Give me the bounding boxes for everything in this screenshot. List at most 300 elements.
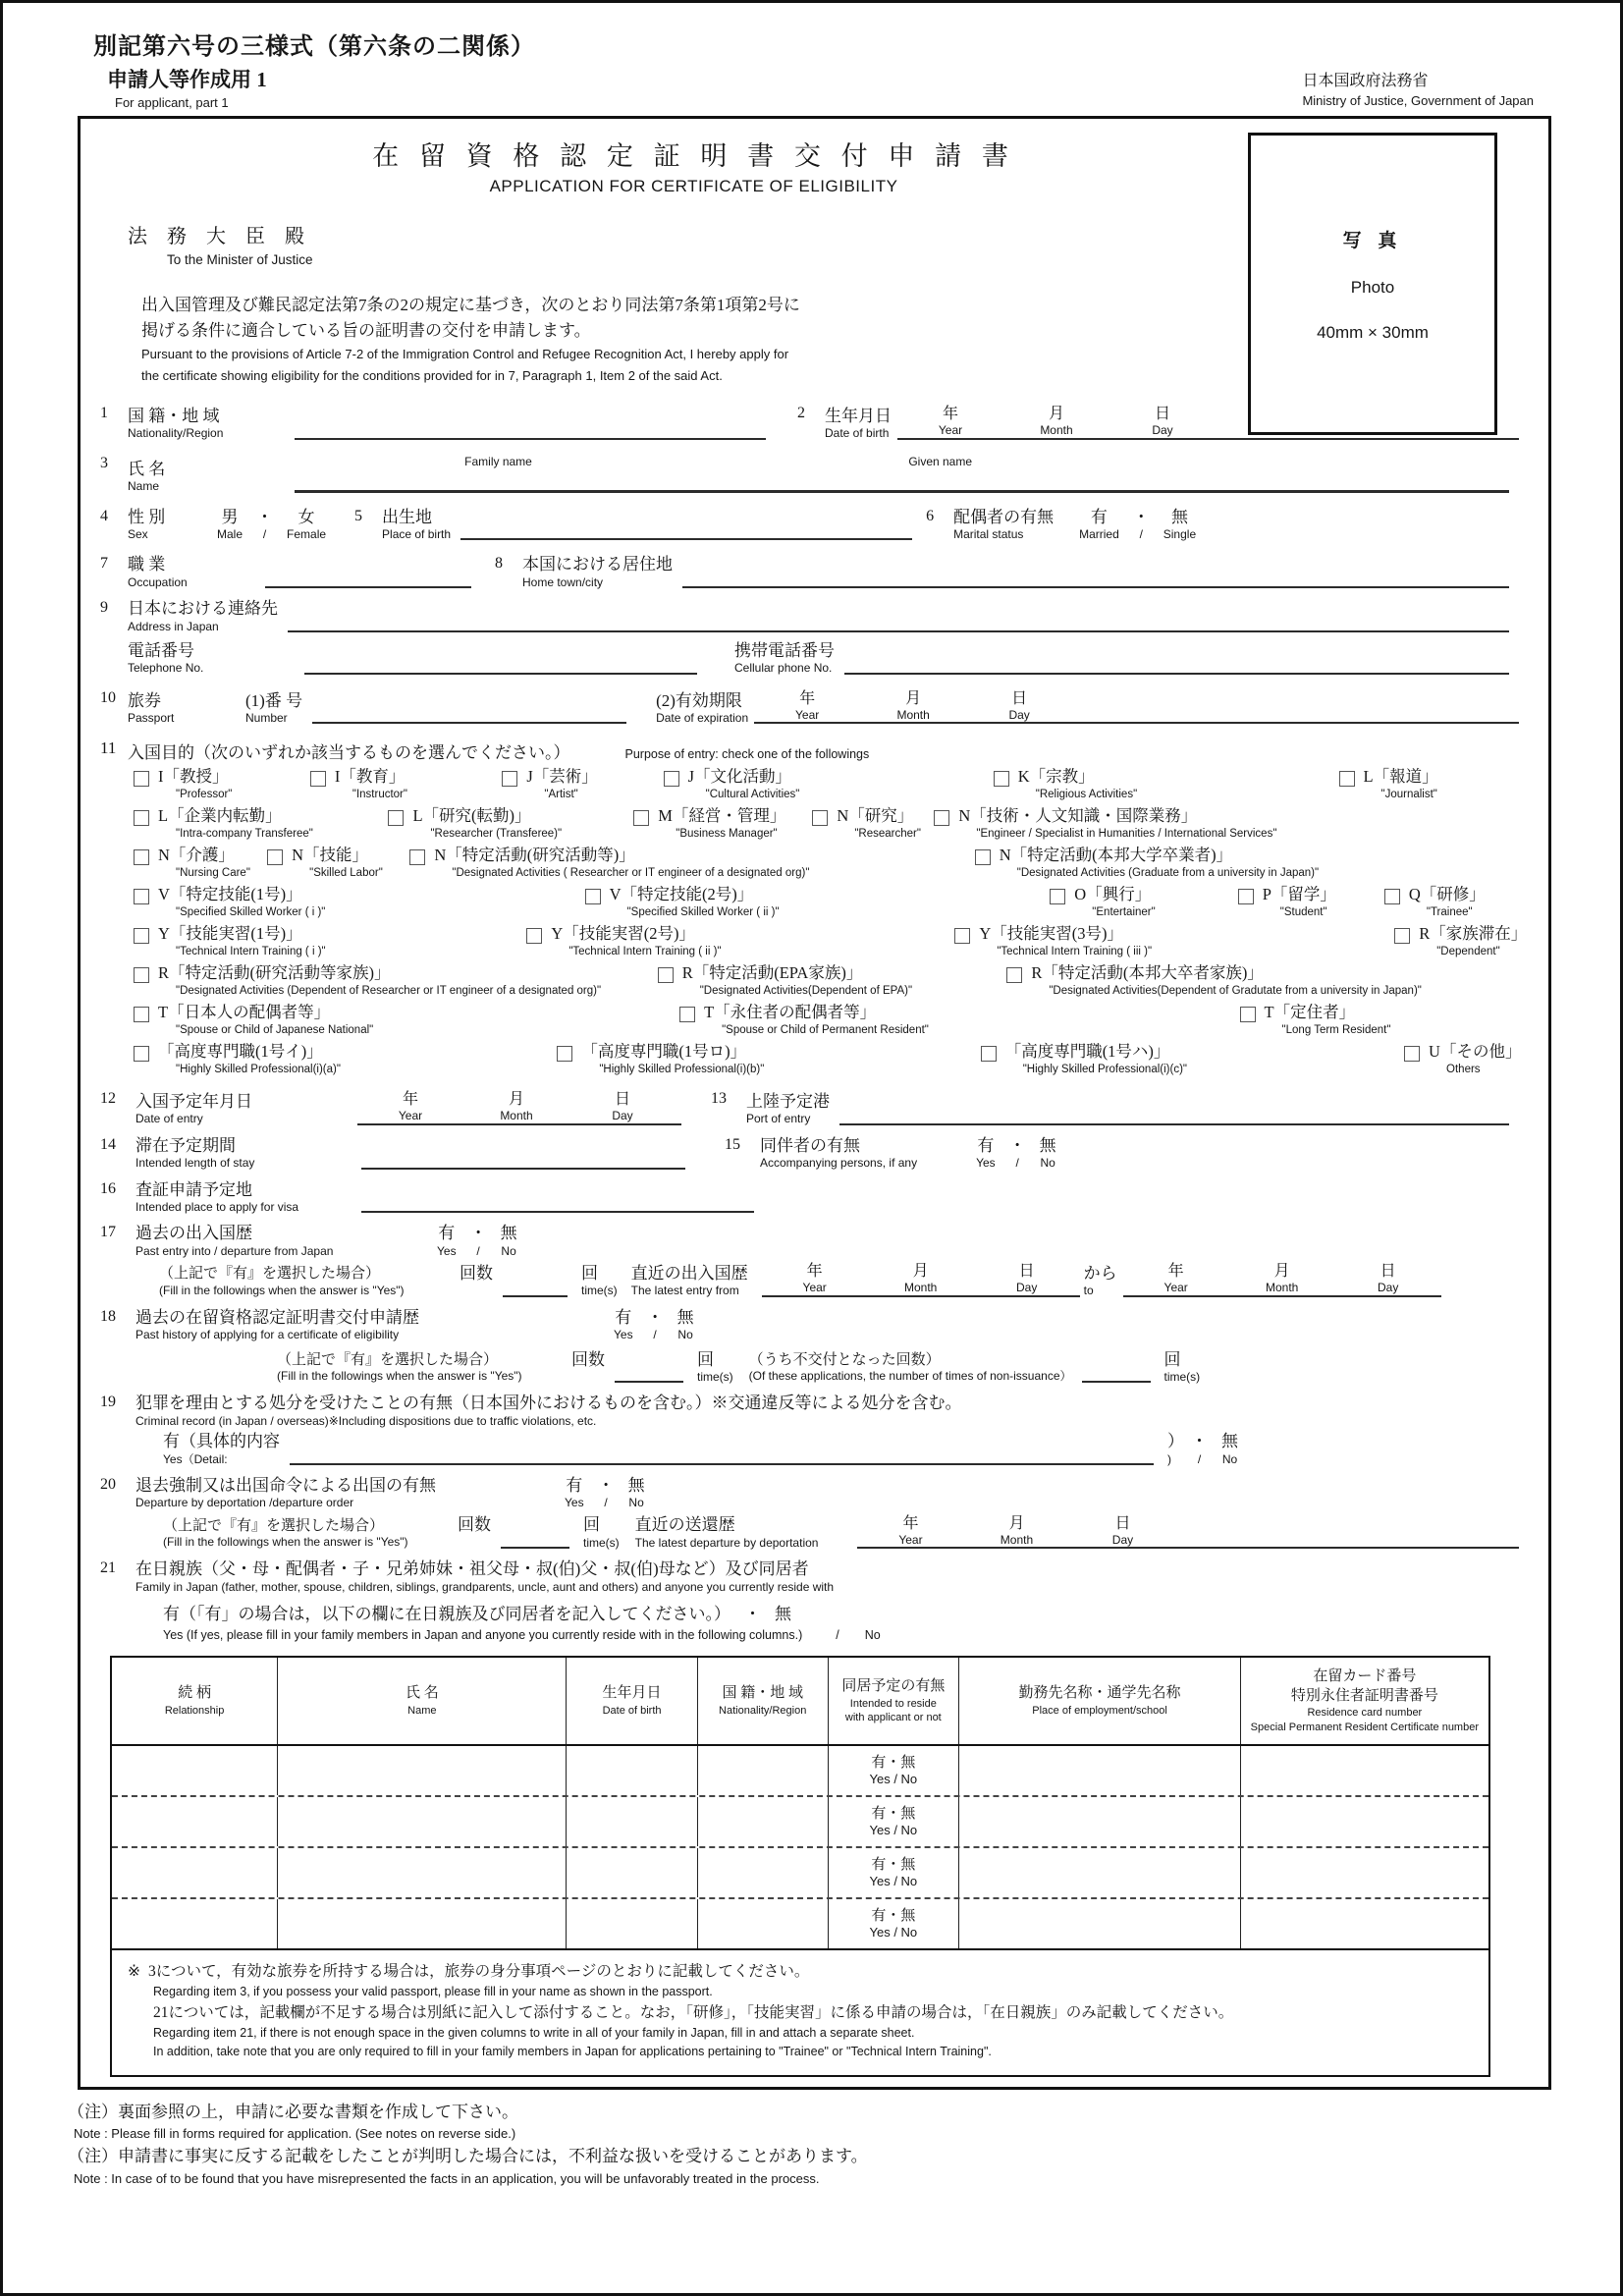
purpose-option[interactable]: [134, 767, 302, 801]
purpose-option-en: "Designated Activities (Dependent of Researcher or IT engineer of a designated org)": [176, 984, 602, 997]
latest-entry-label: 直近の出入国歴 The latest entry from: [630, 1264, 748, 1298]
date-month-label: 月 Month: [1040, 406, 1073, 438]
field-row-9: [100, 599, 1523, 633]
checkbox-icon[interactable]: [934, 810, 949, 826]
length-stay-label: 滞在予定期間 Intended length of stay: [135, 1135, 255, 1171]
field-number: 13: [711, 1090, 727, 1108]
ministry-jp: 日本国政府法務省: [1302, 73, 1429, 89]
field-row-20: [100, 1476, 1523, 1510]
purpose-option-en: "Designated Activities(Dependent of EPA)": [699, 984, 913, 997]
purpose-option[interactable]: [975, 846, 1523, 880]
purpose-option[interactable]: [134, 963, 650, 998]
family-yes-jp[interactable]: 有（「有」の場合は，以下の欄に在日親族及び同居者を記入してください。）: [163, 1605, 730, 1624]
family-cell[interactable]: [697, 1746, 828, 1795]
field-row-18: [100, 1308, 1523, 1342]
purpose-option-en: "Highly Skilled Professional(i)(a)": [176, 1063, 341, 1075]
choice-deport-no[interactable]: 無 No: [627, 1475, 645, 1510]
checkbox-icon[interactable]: [954, 928, 970, 944]
family-table: [110, 1656, 1490, 1950]
checkbox-icon[interactable]: [975, 849, 991, 865]
purpose-option-en: "Business Manager": [676, 827, 778, 840]
footer-note-line: （注）裏面参照の上，申請に必要な書類を作成して下さい。: [68, 2102, 518, 2121]
criminal-detail-input-line[interactable]: [290, 1459, 1154, 1465]
purpose-option[interactable]: [134, 885, 577, 919]
footer-notes: [68, 2100, 1620, 2189]
purpose-option-en: "Designated Activities ( Researcher or IT engineer of a designated org)": [452, 866, 810, 879]
criminal-yes-detail-label[interactable]: 有（具体的内容 Yes（Detail:: [163, 1432, 280, 1466]
form-title-jp: 在 留 資 格 認 定 証 明 書 交 付 申 請 書: [372, 141, 1015, 171]
purpose-option[interactable]: [679, 1003, 1231, 1037]
checkbox-icon[interactable]: [812, 810, 828, 826]
date-day-label: 日 Day: [612, 1091, 633, 1123]
family-name-label: Family name: [464, 454, 532, 468]
passport-expiry-label: (2)有効期限 Date of expiration: [656, 690, 749, 725]
port-input-line[interactable]: [839, 1120, 1509, 1125]
choice-past-coe-yes[interactable]: 有 Yes: [614, 1307, 633, 1342]
field-number: 15: [725, 1135, 740, 1153]
purpose-option-jp: N「技術・人文知識・国際業務」: [958, 806, 1198, 826]
checkbox-icon[interactable]: [658, 967, 674, 983]
date-month-label: 月 Month: [1000, 1514, 1034, 1547]
date-year-label: 年 Year: [938, 406, 963, 438]
field-number: 1: [100, 405, 108, 421]
count-input-line[interactable]: [501, 1543, 569, 1549]
past-coe-label: 過去の在留資格認定証明書交付申請歴 Past history of applying for a certificate of eligibility: [135, 1307, 419, 1342]
checkbox-icon[interactable]: [585, 889, 601, 904]
form-body: [78, 116, 1551, 2090]
nationality-input-line[interactable]: [295, 434, 766, 440]
purpose-option-jp: L「企業内転勤」: [158, 806, 282, 826]
purpose-option-en: "Researcher (Transferee)": [430, 827, 563, 840]
purpose-option[interactable]: [134, 806, 380, 841]
purpose-option[interactable]: [388, 806, 625, 841]
choice-male[interactable]: 男 Male: [217, 507, 243, 541]
choice-female[interactable]: 女 Female: [287, 507, 327, 541]
footer-note-line: Note : Please fill in forms required for application. (See notes on reverse side.): [74, 2126, 516, 2142]
count-input-line[interactable]: [615, 1377, 683, 1383]
form-code-block: [93, 27, 535, 110]
purpose-option-jp: Q「研修」: [1408, 885, 1486, 904]
purpose-option[interactable]: [134, 1003, 672, 1037]
field-number: 4: [100, 507, 108, 524]
checkbox-icon[interactable]: [1050, 889, 1065, 904]
form-code: 別記第六号の三様式（第六条の二関係）: [93, 34, 535, 60]
purpose-option[interactable]: [1339, 767, 1524, 801]
field-row-18-detail: [100, 1350, 1523, 1385]
purpose-option-en: "Nursing Care": [176, 866, 250, 879]
date-month-label: 月 Month: [896, 689, 930, 722]
purpose-option[interactable]: [1006, 963, 1523, 998]
family-cell[interactable]: [566, 1848, 696, 1897]
telephone-label: 電話番号 Telephone No.: [128, 640, 204, 676]
purpose-option-jp: N「研究」: [837, 806, 914, 826]
purpose-option[interactable]: [526, 924, 947, 958]
family-yes-en: Yes (If yes, please fill in your family members in Japan and anyone you currently reside with in the following columns.): [163, 1628, 803, 1643]
photo-box: [1248, 133, 1497, 435]
hometown-input-line[interactable]: [682, 582, 1509, 588]
purpose-option-en: "Dependent": [1436, 945, 1500, 957]
purpose-option[interactable]: [134, 924, 518, 958]
birthplace-label: 出生地 Place of birth: [382, 507, 452, 541]
checkbox-icon[interactable]: [388, 810, 404, 826]
purpose-options-grid: [134, 767, 1528, 1076]
purpose-option[interactable]: [1050, 885, 1229, 919]
field-number: 14: [100, 1135, 116, 1153]
field-number: 7: [100, 555, 108, 573]
passport-expiry-input-line[interactable]: [754, 689, 1519, 725]
checkbox-icon[interactable]: [526, 928, 542, 944]
family-column-header: 同居予定の有無 Intended to reside with applicant or not: [828, 1658, 958, 1744]
photo-label-en: Photo: [1350, 277, 1395, 297]
purpose-option[interactable]: [1238, 885, 1377, 919]
family-cell[interactable]: [566, 1797, 696, 1846]
checkbox-icon[interactable]: [409, 849, 425, 865]
passport-label: 旅券 Passport: [128, 690, 175, 725]
purpose-row: [134, 885, 1523, 919]
purpose-option-en: "Long Term Resident": [1281, 1023, 1391, 1036]
purpose-option[interactable]: [954, 924, 1386, 958]
count-label: 回数: [458, 1515, 491, 1535]
ministry-en: Ministry of Justice, Government of Japan: [1302, 93, 1534, 108]
family-column-header: 在留カード番号 特別永住者証明書番号 Residence card number Special Permanent Resident Certificate number: [1240, 1658, 1488, 1744]
date-day-label: 日 Day: [1008, 689, 1030, 722]
date-year-label: 年 Year: [795, 689, 820, 722]
purpose-option[interactable]: [409, 846, 966, 880]
occupation-input-line[interactable]: [265, 582, 471, 588]
purpose-option[interactable]: [812, 806, 926, 841]
criminal-record-label: 犯罪を理由とする処分を受けたことの有無（日本国外におけるものを含む。）※交通違反等による処分を含む。 Criminal record (in Japan / overseas)※Including dispositions due to traffic violations, etc.: [135, 1394, 962, 1428]
purpose-option-en: "Spouse or Child of Japanese National": [176, 1023, 374, 1036]
purpose-option-en: "Technical Intern Training ( iii )": [997, 945, 1153, 957]
non-issuance-label: （うち不交付となった回数） (Of these applications, the number of times of non-issuance）: [748, 1351, 1072, 1384]
purpose-option-jp: R「特定活動(EPA家族)」: [681, 963, 863, 983]
length-stay-input-line[interactable]: [361, 1164, 685, 1170]
choice-accompany-yes[interactable]: 有 Yes: [976, 1135, 996, 1171]
choice-accompany-no[interactable]: 無 No: [1039, 1135, 1056, 1171]
checkbox-icon[interactable]: [1384, 889, 1400, 904]
purpose-option-jp: U「その他」: [1429, 1042, 1522, 1062]
purpose-option-jp: Y「技能実習(1号)」: [158, 924, 302, 944]
purpose-option-jp: O「興行」: [1074, 885, 1152, 904]
purpose-option[interactable]: [134, 1042, 549, 1076]
name-label: 氏 名 Name: [128, 459, 166, 494]
cellphone-input-line[interactable]: [844, 669, 1509, 675]
latest-entry-to-input-line[interactable]: [1123, 1262, 1441, 1297]
sex-label: 性 別 Sex: [128, 507, 166, 541]
form-notes-box: [110, 1950, 1490, 2077]
telephone-input-line[interactable]: [304, 669, 697, 675]
count-input-line[interactable]: [503, 1291, 568, 1297]
purpose-option[interactable]: [502, 767, 655, 801]
purpose-option-en: "Intra-company Transferee": [176, 827, 313, 840]
family-cell[interactable]: [566, 1899, 696, 1948]
purpose-option-en: "Designated Activities(Dependent of Gradutate from a university in Japan)": [1049, 984, 1422, 997]
name-input-area[interactable]: [295, 455, 1509, 493]
purpose-option[interactable]: [310, 767, 495, 801]
latest-deport-input-line[interactable]: [857, 1514, 1519, 1550]
field-row-16: [100, 1180, 1523, 1215]
purpose-option[interactable]: [981, 1042, 1396, 1076]
purpose-option-jp: N「介護」: [158, 846, 235, 865]
times-label: 回 time(s): [583, 1515, 620, 1550]
close-paren: ） ): [1167, 1432, 1184, 1466]
preamble: [141, 293, 1228, 385]
addressee-en: To the Minister of Justice: [167, 252, 313, 267]
family-cell[interactable]: [697, 1899, 828, 1948]
purpose-option[interactable]: [267, 846, 402, 880]
field-number: 12: [100, 1090, 116, 1108]
family-reside-choice[interactable]: 有・無 Yes / No: [828, 1746, 958, 1795]
checkbox-icon[interactable]: [1006, 967, 1022, 983]
family-column-header: 続 柄 Relationship: [164, 1685, 225, 1717]
family-reside-choice[interactable]: 有・無 Yes / No: [828, 1797, 958, 1846]
family-cell[interactable]: [277, 1797, 566, 1846]
accompany-label: 同伴者の有無 Accompanying persons, if any: [760, 1135, 918, 1171]
photo-label-jp: 写 真: [1342, 230, 1403, 251]
checkbox-icon[interactable]: [134, 928, 149, 944]
field-row-12-13: [100, 1090, 1523, 1126]
purpose-option-jp: 「高度専門職(1号ロ)」: [581, 1042, 747, 1062]
checkbox-icon[interactable]: [557, 1046, 572, 1062]
checkbox-icon[interactable]: [1394, 928, 1410, 944]
entry-date-input-line[interactable]: [357, 1090, 681, 1125]
field-number: 3: [100, 454, 108, 471]
checkbox-icon[interactable]: [267, 849, 283, 865]
purpose-option-en: "Spouse or Child of Permanent Resident": [722, 1023, 929, 1036]
hometown-label: 本国における居住地 Home town/city: [522, 555, 673, 589]
nationality-label: 国 籍・地 域 Nationality/Region: [128, 406, 224, 441]
purpose-option-en: "Engineer / Specialist in Humanities / International Services": [976, 827, 1277, 840]
checkbox-icon[interactable]: [633, 810, 649, 826]
family-no-jp[interactable]: 無: [775, 1605, 791, 1624]
choice-past-entry-yes[interactable]: 有 Yes: [437, 1224, 457, 1258]
passport-number-input-line[interactable]: [312, 718, 626, 724]
choice-single[interactable]: 無 Single: [1163, 507, 1197, 541]
field-number: 8: [495, 555, 503, 573]
page-header: [3, 3, 1620, 114]
family-cell[interactable]: [277, 1899, 566, 1948]
purpose-option-jp: Y「技能実習(3号)」: [979, 924, 1123, 944]
purpose-option-jp: R「特定活動(本邦大卒者家族)」: [1031, 963, 1264, 983]
field-row-17-detail: [100, 1262, 1523, 1298]
deportation-label: 退去強制又は出国命令による出国の有無 Departure by deportation /departure order: [135, 1475, 436, 1510]
address-japan-input-line[interactable]: [288, 627, 1509, 632]
purpose-option[interactable]: [664, 767, 986, 801]
purpose-option[interactable]: [1394, 924, 1528, 958]
choice-separator: ・ /: [469, 1224, 487, 1258]
family-cell[interactable]: [112, 1746, 277, 1795]
field-row-10: [100, 689, 1523, 726]
preamble-jp1: 出入国管理及び難民認定法第7条の2の規定に基づき，次のとおり同法第7条第1項第2号に: [141, 296, 800, 314]
purpose-option-jp: J「芸術」: [526, 767, 598, 787]
family-cell[interactable]: [112, 1848, 277, 1897]
choice-past-coe-no[interactable]: 無 No: [676, 1307, 694, 1342]
passport-number-label: (1)番 号 Number: [245, 690, 303, 725]
date-year-label: 年 Year: [802, 1263, 827, 1295]
purpose-option-en: "Trainee": [1426, 905, 1473, 918]
family-cell[interactable]: [958, 1848, 1240, 1897]
checkbox-icon[interactable]: [1240, 1007, 1256, 1022]
field-row-3: [100, 455, 1523, 494]
checkbox-icon[interactable]: [502, 771, 517, 787]
checkbox-icon[interactable]: [679, 1007, 695, 1022]
purpose-option-jp: L「研究(転勤)」: [412, 806, 531, 826]
purpose-option-en: "Artist": [544, 788, 578, 800]
family-reside-choice[interactable]: 有・無 Yes / No: [828, 1899, 958, 1948]
purpose-option-jp: J「文化活動」: [687, 767, 792, 787]
purpose-option-jp: 「高度専門職(1号ハ)」: [1004, 1042, 1170, 1062]
checkbox-icon[interactable]: [981, 1046, 997, 1062]
title-block: [159, 135, 1228, 196]
date-day-label: 日 Day: [1152, 406, 1173, 438]
checkbox-icon[interactable]: [134, 1046, 149, 1062]
birthplace-input-line[interactable]: [460, 534, 912, 540]
purpose-option-jp: V「特定技能(1号)」: [158, 885, 302, 904]
form-note-line: In addition, take note that you are only required to fill in your family members in Japan for applications pertaining to "Trainee" or "Technical Intern Training".: [153, 2045, 992, 2059]
field-number: 17: [100, 1224, 116, 1241]
purpose-option[interactable]: [134, 846, 259, 880]
purpose-option-jp: T「永住者の配偶者等」: [704, 1003, 877, 1022]
date-year-label: 年 Year: [398, 1091, 423, 1123]
family-cell[interactable]: [566, 1746, 696, 1795]
for-applicant-en: For applicant, part 1: [115, 95, 229, 110]
purpose-option[interactable]: [1384, 885, 1523, 919]
family-cell[interactable]: [697, 1797, 828, 1846]
non-issuance-input-line[interactable]: [1082, 1377, 1151, 1383]
times-label: 回 time(s): [581, 1264, 618, 1298]
purpose-label-jp: 入国目的（次のいずれか該当するものを選んでください。）: [128, 743, 570, 763]
field-number: 11: [100, 738, 117, 758]
purpose-option-en: "Technical Intern Training ( i )": [176, 945, 326, 957]
purpose-option-en: Others: [1446, 1063, 1481, 1075]
visa-place-input-line[interactable]: [361, 1207, 754, 1213]
date-month-label: 月 Month: [903, 1263, 938, 1295]
checkbox-icon[interactable]: [310, 771, 326, 787]
purpose-option-jp: T「定住者」: [1264, 1003, 1356, 1022]
choice-separator: ・ /: [646, 1307, 664, 1342]
purpose-option-jp: I「教育」: [334, 767, 406, 787]
purpose-option-jp: L「報道」: [1363, 767, 1438, 787]
purpose-option[interactable]: [585, 885, 1043, 919]
ministry-block: [1302, 68, 1534, 110]
purpose-row: [134, 806, 1523, 841]
family-cell[interactable]: [1240, 1899, 1488, 1948]
family-cell[interactable]: [1240, 1797, 1488, 1846]
purpose-option[interactable]: [557, 1042, 972, 1076]
purpose-option[interactable]: [633, 806, 804, 841]
checkbox-icon[interactable]: [1238, 889, 1254, 904]
family-cell[interactable]: [958, 1746, 1240, 1795]
family-cell[interactable]: [112, 1899, 277, 1948]
family-cell[interactable]: [112, 1797, 277, 1846]
fill-note: （上記で『有』を選択した場合） (Fill in the followings when the answer is "Yes"): [159, 1266, 405, 1297]
field-row-7-8: [100, 555, 1523, 589]
family-cell[interactable]: [958, 1899, 1240, 1948]
checkbox-icon[interactable]: [1404, 1046, 1420, 1062]
purpose-option-jp: N「特定活動(本邦大学卒業者)」: [999, 846, 1233, 865]
preamble-en1: Pursuant to the provisions of Article 7-2 of the Immigration Control and Refugee Recognition Act, I hereby apply for: [141, 347, 789, 361]
choice-separator: ・ /: [1132, 507, 1150, 541]
checkbox-icon[interactable]: [134, 849, 149, 865]
purpose-option-jp: K「宗教」: [1017, 767, 1095, 787]
name-input-line[interactable]: [295, 468, 1509, 493]
family-cell[interactable]: [697, 1848, 828, 1897]
purpose-option[interactable]: [658, 963, 1000, 998]
form-note-line: 21については，記載欄が不足する場合は別紙に記入して添付すること。なお，「研修」，「技能実習」に係る申請の場合は，「在日親族」のみ記載してください。: [153, 2004, 1234, 2022]
port-label: 上陸予定港 Port of entry: [746, 1092, 830, 1126]
preamble-en2: the certificate showing eligibility for the conditions provided for in 7, Paragraph 1, Item 2 of the said Act.: [141, 367, 723, 383]
footer-note-line: Note : In case of to be found that you have misrepresented the facts in an application, you will be unfavorably treated in the process.: [74, 2170, 820, 2186]
count-label: 回数: [571, 1349, 605, 1369]
purpose-option[interactable]: [934, 806, 1523, 841]
choice-separator: ・ /: [597, 1475, 615, 1510]
checkbox-icon[interactable]: [134, 810, 149, 826]
latest-deport-label: 直近の送還歴 The latest departure by deportation: [634, 1515, 819, 1550]
family-table-row: [112, 1746, 1488, 1795]
purpose-option-jp: N「特定活動(研究活動等)」: [434, 846, 635, 865]
address-japan-label: 日本における連絡先 Address in Japan: [128, 599, 278, 633]
choice-past-entry-no[interactable]: 無 No: [500, 1224, 517, 1258]
latest-entry-from-input-line[interactable]: [762, 1262, 1080, 1297]
family-cell[interactable]: [1240, 1848, 1488, 1897]
date-day-label: 日 Day: [1016, 1263, 1038, 1295]
checkbox-icon[interactable]: [134, 771, 149, 787]
purpose-option-en: "Journalist": [1380, 788, 1437, 800]
family-japan-label: 在日親族（父・母・配偶者・子・兄弟姉妹・祖父母・叔(伯)父・叔(伯)母など）及び同居者 Family in Japan (father, mother, spouse, children, siblings, grandparents, uncle, aunt and others) and anyone you currently reside with: [135, 1559, 835, 1594]
field-row-21-choice: [163, 1600, 1523, 1644]
field-row-20-detail: [100, 1514, 1523, 1551]
times-label: 回 time(s): [1163, 1349, 1201, 1384]
past-entry-label: 過去の出入国歴 Past entry into / departure from Japan: [135, 1224, 334, 1258]
note-mark: ※: [128, 1963, 140, 1981]
family-reside-choice[interactable]: 有・無 Yes / No: [828, 1848, 958, 1897]
date-year-label: 年 Year: [1163, 1263, 1188, 1295]
purpose-option-en: "Designated Activities (Graduate from a university in Japan)": [1016, 866, 1320, 879]
checkbox-icon[interactable]: [664, 771, 679, 787]
choice-separator: ・: [744, 1605, 761, 1624]
purpose-row: [134, 846, 1523, 880]
purpose-option[interactable]: [994, 767, 1331, 801]
entry-date-label: 入国予定年月日 Date of entry: [135, 1092, 252, 1126]
checkbox-icon[interactable]: [134, 1007, 149, 1022]
family-cell[interactable]: [277, 1848, 566, 1897]
cellphone-label: 携帯電話番号 Cellular phone No.: [734, 640, 835, 676]
purpose-row: [134, 963, 1523, 998]
purpose-option-en: "Technical Intern Training ( ii )": [568, 945, 722, 957]
family-cell[interactable]: [277, 1746, 566, 1795]
purpose-option-en: "Highly Skilled Professional(i)(b)": [599, 1063, 765, 1075]
family-column-header: 勤務先名称・通学先名称 Place of employment/school: [958, 1658, 1240, 1744]
family-column-header: 生年月日 Date of birth: [566, 1658, 696, 1744]
field-row-19-detail: [100, 1432, 1523, 1466]
checkbox-icon[interactable]: [134, 889, 149, 904]
purpose-option-jp: T「日本人の配偶者等」: [158, 1003, 331, 1022]
choice-married[interactable]: 有 Married: [1079, 507, 1119, 541]
checkbox-icon[interactable]: [994, 771, 1009, 787]
visa-place-label: 査証申請予定地 Intended place to apply for visa: [135, 1179, 299, 1215]
choice-criminal-no[interactable]: 無 No: [1221, 1432, 1238, 1466]
checkbox-icon[interactable]: [134, 967, 149, 983]
choice-deport-yes[interactable]: 有 Yes: [565, 1475, 584, 1510]
family-cell[interactable]: [958, 1797, 1240, 1846]
field-number: 16: [100, 1179, 116, 1197]
given-name-label: Given name: [908, 454, 973, 468]
purpose-option[interactable]: [1404, 1042, 1523, 1076]
purpose-option-jp: P「留学」: [1262, 885, 1336, 904]
family-cell[interactable]: [1240, 1746, 1488, 1795]
purpose-option[interactable]: [1240, 1003, 1523, 1037]
checkbox-icon[interactable]: [1339, 771, 1355, 787]
